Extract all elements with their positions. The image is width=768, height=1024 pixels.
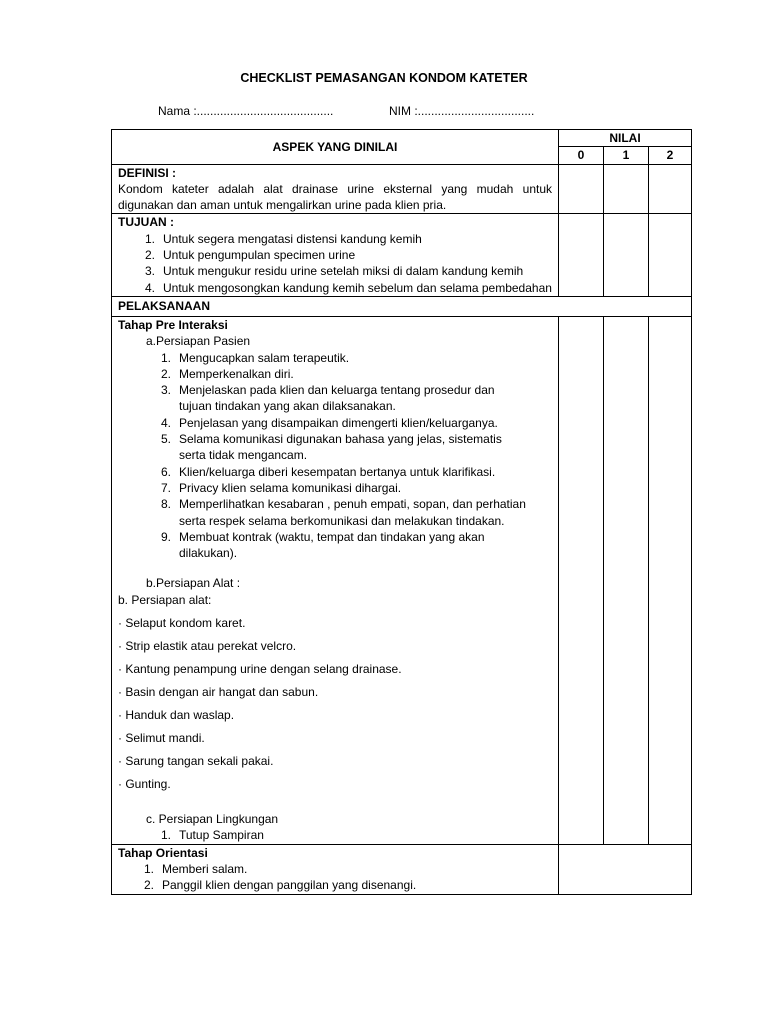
persiapan-alat-sub: b. Persiapan alat:: [118, 592, 212, 607]
list-item: · Basin dengan air hangat dan sabun.: [118, 685, 319, 700]
list-item: · Strip elastik atau perekat velcro.: [118, 639, 297, 654]
list-item: 8. Memperlihatkan kesabaran , penuh empati, sopan, dan perhatian serta respek selama berkomunikasi dan melakukan tindakan.: [160, 497, 526, 528]
score-cell[interactable]: [559, 844, 692, 894]
list-item: 9. Membuat kontrak (waktu, tempat dan tindakan yang akan dilakukan).: [160, 529, 485, 561]
nim-field: NIM :...................................: [389, 104, 535, 118]
orientasi-row: [112, 844, 692, 894]
score-cell[interactable]: [649, 214, 692, 296]
score-cell[interactable]: [559, 214, 604, 296]
page-title: CHECKLIST PEMASANGAN KONDOM KATETER: [240, 71, 528, 85]
score-cell[interactable]: [604, 164, 649, 214]
nama-field: Nama :.........................................: [158, 104, 334, 118]
nilai-header: NILAI: [559, 130, 692, 147]
score-0-header: 0: [559, 147, 604, 164]
score-cell[interactable]: [649, 316, 692, 844]
list-item: · Gunting.: [118, 777, 171, 792]
persiapan-pasien-label: a.Persiapan Pasien: [146, 334, 251, 349]
score-2-header: 2: [649, 147, 692, 164]
list-item: 1. Untuk segera mengatasi distensi kandung kemih: [144, 231, 422, 246]
tujuan-row: [112, 214, 692, 296]
aspek-header: ASPEK YANG DINILAI: [112, 130, 559, 165]
list-item: 4. Untuk mengosongkan kandung kemih sebelum dan selama pembedahan: [144, 280, 552, 295]
pelaksanaan-row: [112, 296, 692, 316]
list-item: 2. Memperkenalkan diri.: [160, 366, 294, 381]
definisi-label: DEFINISI :: [118, 165, 177, 180]
list-item: · Sarung tangan sekali pakai.: [118, 754, 274, 769]
list-item: 1. Memberi salam.: [143, 861, 248, 876]
tujuan-label: TUJUAN :: [118, 215, 174, 230]
persiapan-alat-label: b.Persiapan Alat :: [146, 576, 241, 591]
list-item: 1. Mengucapkan salam terapeutik.: [160, 350, 350, 365]
definisi-text: Kondom kateter adalah alat drainase urine eksternal yang mudah untuk digunakan dan aman untuk mengalirkan urine pada klien pria.: [118, 181, 552, 213]
list-item: 2. Untuk pengumpulan specimen urine: [144, 248, 356, 263]
score-cell[interactable]: [604, 316, 649, 844]
list-item: 3. Menjelaskan pada klien dan keluarga tentang prosedur dan tujuan tindakan yang akan dilaksanakan.: [160, 383, 495, 414]
list-item: · Selaput kondom karet.: [118, 616, 246, 631]
list-item: 7. Privacy klien selama komunikasi dihargai.: [160, 480, 402, 495]
list-item: 5. Selama komunikasi digunakan bahasa yang jelas, sistematis serta tidak mengancam.: [160, 432, 502, 463]
pre-interaksi-label: Tahap Pre Interaksi: [118, 317, 228, 332]
pelaksanaan-label: PELAKSANAAN: [112, 296, 692, 316]
list-item: 1. Tutup Sampiran: [160, 828, 264, 843]
pre-interaksi-row: [112, 316, 692, 844]
score-cell[interactable]: [559, 164, 604, 214]
list-item: · Handuk dan waslap.: [118, 708, 235, 723]
score-cell[interactable]: [649, 164, 692, 214]
list-item: 4. Penjelasan yang disampaikan dimengerti klien/keluarganya.: [160, 415, 498, 430]
list-item: 6. Klien/keluarga diberi kesempatan bertanya untuk klarifikasi.: [160, 464, 496, 479]
checklist-table: [111, 129, 692, 895]
score-cell[interactable]: [604, 214, 649, 296]
score-1-header: 1: [604, 147, 649, 164]
list-item: 2. Panggil klien dengan panggilan yang disenangi.: [143, 878, 417, 893]
list-item: · Selimut mandi.: [118, 731, 205, 746]
orientasi-label: Tahap Orientasi: [118, 845, 208, 860]
list-item: 3. Untuk mengukur residu urine setelah miksi di dalam kandung kemih: [144, 264, 524, 279]
list-item: · Kantung penampung urine dengan selang drainase.: [118, 662, 402, 677]
definisi-row: [112, 164, 692, 214]
score-cell[interactable]: [559, 316, 604, 844]
persiapan-lingkungan-label: c. Persiapan Lingkungan: [146, 812, 279, 827]
